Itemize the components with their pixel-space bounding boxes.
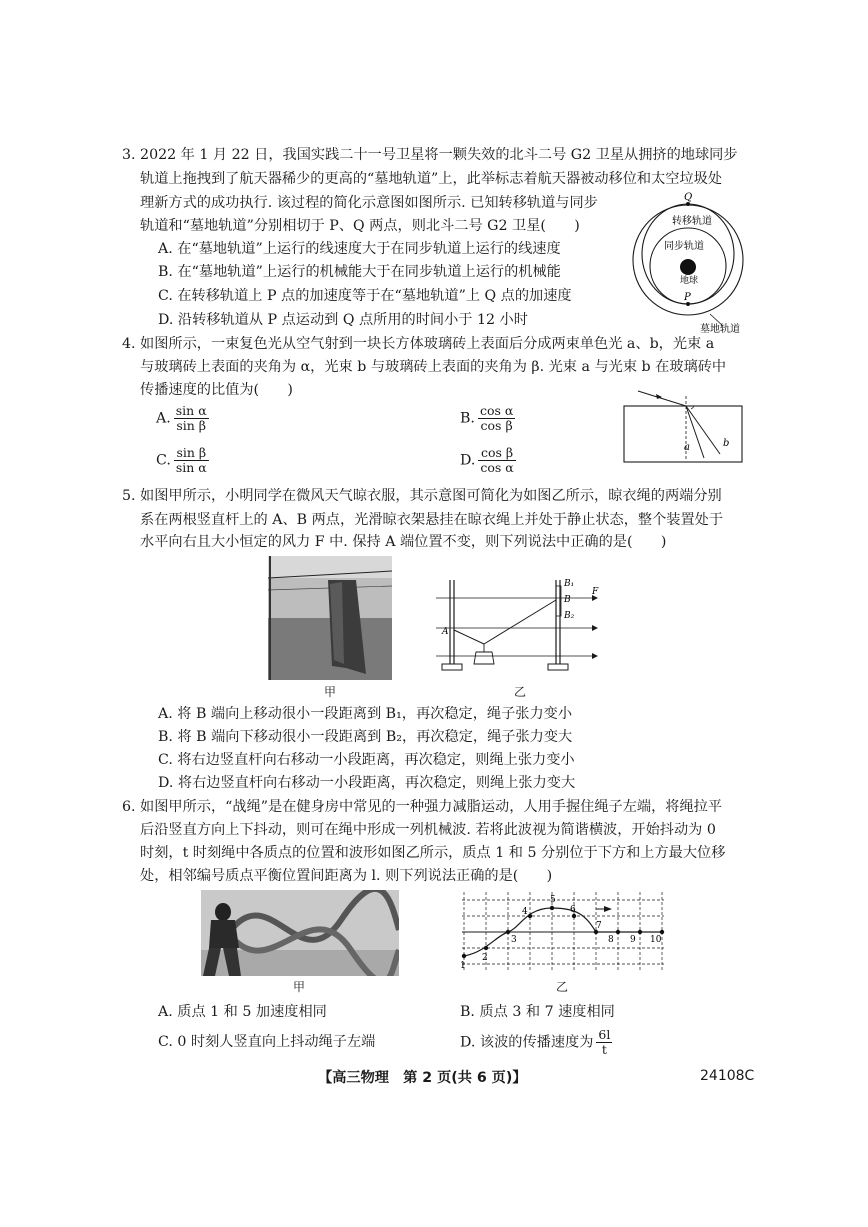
particle-2 bbox=[484, 946, 488, 950]
particle-9 bbox=[638, 930, 642, 934]
q5-line-2: 系在两根竖直杆上的 A、B 两点，光滑晾衣架悬挂在晾衣绳上并处于静止状态，整个装置处于 bbox=[140, 512, 724, 528]
q4-option-c-num: sin β bbox=[174, 446, 209, 461]
athlete-body bbox=[209, 920, 239, 948]
wind-arrow-3 bbox=[592, 653, 598, 659]
label-f: F bbox=[592, 587, 599, 597]
q4-option-b-num: cos α bbox=[479, 403, 514, 418]
wind-arrow-2 bbox=[592, 625, 598, 631]
rope-left bbox=[454, 630, 484, 644]
q4-option-c-den: sin α bbox=[175, 460, 207, 475]
wave-diagram bbox=[456, 886, 666, 976]
q6-caption-jia: 甲 bbox=[293, 980, 306, 994]
label-transfer-orbit: 转移轨道 bbox=[672, 216, 712, 227]
particle-8 bbox=[616, 930, 620, 934]
label-earth: 地球 bbox=[680, 276, 699, 286]
athlete-head bbox=[215, 903, 231, 921]
ray-b bbox=[686, 406, 720, 454]
q6-line-4: 处，相邻编号质点平衡位置间距离为 l. 则下列说法正确的是( ) bbox=[140, 868, 553, 884]
clothesline-diagram bbox=[432, 572, 604, 682]
q5-option-d[interactable]: D. 将右边竖直杆向右移动一小段距离，再次稳定，则绳上张力变大 bbox=[158, 775, 576, 791]
exam-code: 24108C bbox=[700, 1068, 755, 1084]
q4-option-b-label: B. bbox=[460, 410, 475, 427]
label-p10: 10 bbox=[650, 935, 662, 945]
label-p5: 5 bbox=[550, 895, 556, 905]
q4-line-2: 与玻璃砖上表面的夹角为 α，光束 b 与玻璃砖上表面的夹角为 β. 光束 a 与光束 b 在玻璃砖中 bbox=[140, 359, 727, 375]
label-a: A bbox=[442, 627, 449, 637]
q6-option-b[interactable]: B. 质点 3 和 7 速度相同 bbox=[460, 1004, 615, 1020]
q3-line-1: 3. 2022 年 1 月 22 日，我国实践二十一号卫星将一颗失效的北斗二号 G2 卫星从拥挤的地球同步 bbox=[122, 147, 738, 163]
q4-option-d-den: cos α bbox=[480, 460, 514, 475]
q4-option-a-num: sin α bbox=[175, 403, 207, 418]
q5-option-c[interactable]: C. 将右边竖直杆向右移动一小段距离，再次稳定，则绳上张力变小 bbox=[158, 752, 575, 768]
earth-dot bbox=[680, 259, 696, 275]
q6-option-c[interactable]: C. 0 时刻人竖直向上抖动绳子左端 bbox=[158, 1034, 376, 1050]
q3-option-a[interactable]: A. 在“墓地轨道”上运行的线速度大于在同步轨道上运行的线速度 bbox=[158, 241, 561, 257]
q4-option-a[interactable] bbox=[156, 404, 209, 433]
page-footer: 【高三物理 第 2 页(共 6 页)】 bbox=[318, 1070, 527, 1086]
label-q: Q bbox=[684, 192, 693, 203]
label-b1: B₁ bbox=[564, 579, 575, 589]
orbit-diagram bbox=[628, 186, 748, 334]
q4-line-1: 4. 如图所示，一束复色光从空气射到一块长方体玻璃砖上表面后分成两束单色光 a、b，光束 a bbox=[122, 336, 715, 352]
particle-10 bbox=[660, 930, 664, 934]
q6-option-a[interactable]: A. 质点 1 和 5 加速度相同 bbox=[158, 1004, 327, 1020]
particle-5 bbox=[550, 906, 554, 910]
particle-4 bbox=[528, 914, 532, 918]
label-p3: 3 bbox=[511, 935, 517, 945]
q5-option-b[interactable]: B. 将 B 端向下移动很小一段距离到 B₂，再次稳定，绳子张力变大 bbox=[158, 729, 573, 745]
label-p7: 7 bbox=[596, 921, 602, 931]
q6-option-d-text: D. 该波的传播速度为 bbox=[460, 1034, 594, 1051]
q3-option-c[interactable]: C. 在转移轨道上 P 点的加速度等于在“墓地轨道”上 Q 点的加速度 bbox=[158, 288, 572, 304]
q6-line-2: 后沿竖直方向上下抖动，则可在绳中形成一列机械波. 若将此波视为简谐横波，开始抖动为 0 bbox=[140, 822, 716, 838]
label-p1: 1 bbox=[460, 961, 466, 971]
label-b: b bbox=[723, 438, 730, 449]
q5-line-1: 5. 如图甲所示，小明同学在微风天气晾衣服，其示意图可简化为如图乙所示，晾衣绳的两端分别 bbox=[122, 488, 722, 504]
label-a: a bbox=[684, 442, 690, 453]
q3-line-2: 轨道上拖拽到了航天器稀少的更高的“墓地轨道”上，此举标志着航天器被动移位和太空垃圾处 bbox=[140, 171, 723, 187]
hanger-clothes bbox=[474, 652, 494, 664]
label-p6: 6 bbox=[570, 905, 576, 915]
clothesline-photo bbox=[268, 556, 392, 680]
q6-option-d-den: t bbox=[601, 1042, 607, 1057]
q4-option-a-den: sin β bbox=[176, 418, 207, 433]
q4-option-b-den: cos β bbox=[480, 418, 513, 433]
q6-line-1: 6. 如图甲所示，“战绳”是在健身房中常见的一种强力减脂运动，人用手握住绳子左端，将绳拉平 bbox=[122, 799, 723, 815]
label-p4: 4 bbox=[522, 907, 528, 917]
q5-option-a[interactable]: A. 将 B 端向上移动很小一段距离到 B₁，再次稳定，绳子张力变小 bbox=[158, 706, 573, 722]
q4-line-3: 传播速度的比值为( ) bbox=[140, 382, 293, 398]
glass-brick bbox=[624, 406, 742, 462]
q6-option-d[interactable] bbox=[460, 1028, 612, 1057]
q4-option-a-label: A. bbox=[156, 410, 171, 427]
q4-option-c-label: C. bbox=[156, 452, 171, 469]
glass-brick-diagram bbox=[620, 388, 745, 466]
q6-caption-yi: 乙 bbox=[556, 980, 569, 994]
q4-option-d-label: D. bbox=[460, 452, 476, 469]
q3-option-d[interactable]: D. 沿转移轨道从 P 点运动到 Q 点所用的时间小于 12 小时 bbox=[158, 312, 528, 328]
q4-option-d-num: cos β bbox=[478, 446, 515, 461]
q5-caption-yi: 乙 bbox=[514, 685, 527, 699]
q3-line-4: 轨道和“墓地轨道”分别相切于 P、Q 两点，则北斗二号 G2 卫星( ) bbox=[140, 218, 580, 234]
rope-right bbox=[484, 600, 556, 644]
wall bbox=[268, 618, 392, 680]
q4-option-b[interactable] bbox=[460, 404, 515, 433]
q6-line-3: 时刻，t 时刻绳中各质点的位置和波形如图乙所示，质点 1 和 5 分别位于下方和上方最大位移 bbox=[140, 845, 726, 861]
right-base bbox=[548, 664, 568, 670]
label-p: P bbox=[684, 292, 691, 303]
incident-ray bbox=[638, 391, 686, 406]
left-base bbox=[442, 664, 462, 670]
label-b: B bbox=[564, 595, 571, 605]
q4-option-c[interactable] bbox=[156, 446, 209, 475]
q3-option-b[interactable]: B. 在“墓地轨道”上运行的机械能大于在同步轨道上运行的机械能 bbox=[158, 264, 561, 280]
q5-caption-jia: 甲 bbox=[324, 685, 337, 699]
q4-option-d[interactable] bbox=[460, 446, 516, 475]
label-b2: B₂ bbox=[564, 611, 575, 621]
label-p8: 8 bbox=[608, 935, 614, 945]
label-grave-orbit: 墓地轨道 bbox=[700, 324, 740, 334]
particle-3 bbox=[506, 930, 510, 934]
label-sync-orbit: 同步轨道 bbox=[664, 241, 704, 252]
battle-rope-photo bbox=[201, 890, 399, 976]
particle-1 bbox=[462, 954, 466, 958]
label-p9: 9 bbox=[630, 935, 636, 945]
q5-line-3: 水平向右且大小恒定的风力 F 中. 保持 A 端位置不变，则下列说法中正确的是( ) bbox=[140, 534, 667, 550]
label-p2: 2 bbox=[482, 953, 488, 963]
q6-option-d-num: 6l bbox=[598, 1027, 611, 1042]
q3-line-3: 理新方式的成功执行. 该过程的简化示意图如图所示. 已知转移轨道与同步 bbox=[140, 195, 598, 211]
propagation-arrow bbox=[604, 906, 612, 912]
